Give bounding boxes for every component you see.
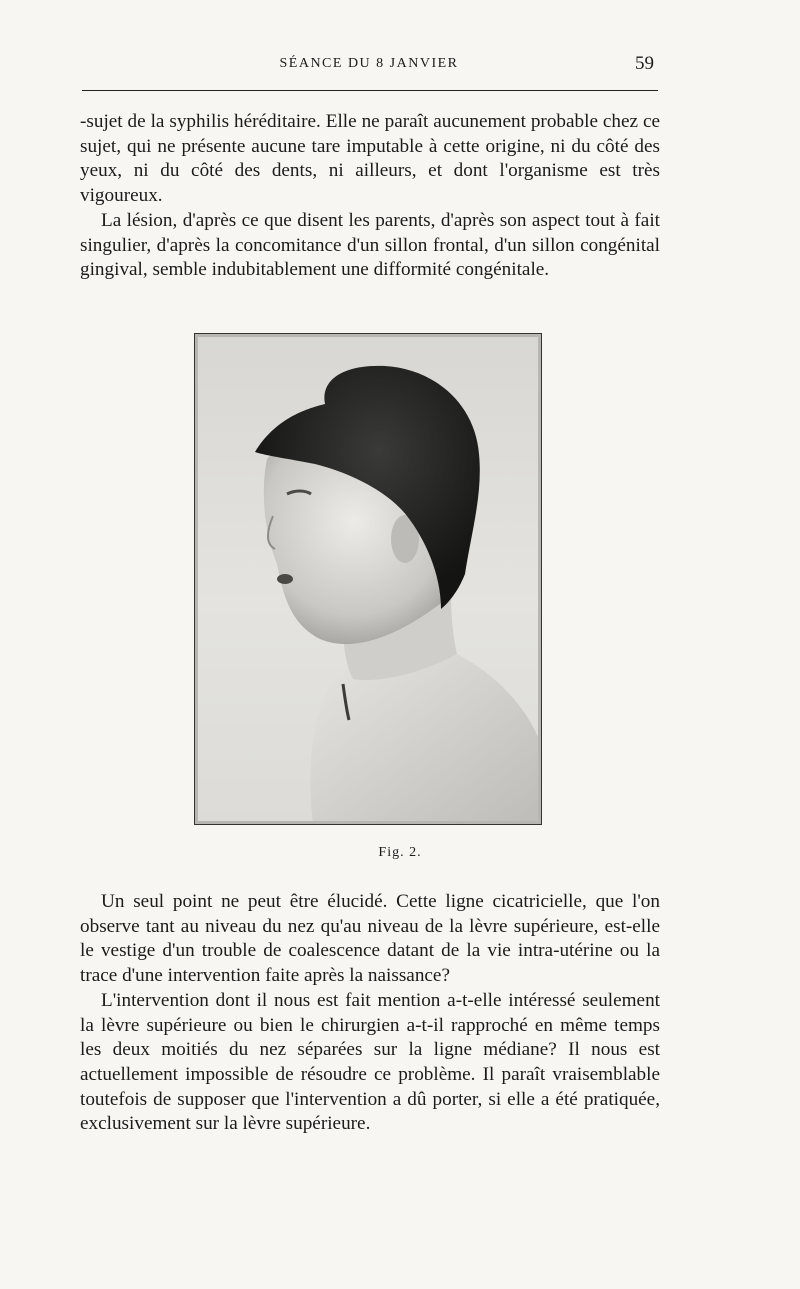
paragraph: Un seul point ne peut être élucidé. Cette ligne cicatricielle, que l'on observe tant au niveau du nez qu'au niveau de la lèvre supérieure, est-elle le vestige d'un trouble de coalescence datant de la vie intra-utérine ou la trace d'une intervention faite après la naissance?: [80, 891, 660, 987]
figure-photograph: [194, 333, 542, 825]
text-block-top: [80, 110, 660, 283]
page-header: [80, 52, 658, 82]
text-block-bottom: [80, 890, 660, 1137]
paragraph: La lésion, d'après ce que disent les parents, d'après son aspect tout à fait singulier, d'après la concomitance d'un sillon frontal, d'un sillon congénital gingival, semble indubitablement une difformité congénitale.: [80, 209, 660, 281]
running-title: SÉANCE DU 8 JANVIER: [279, 56, 459, 71]
paragraph: L'intervention dont il nous est fait mention a-t-elle intéressé seulement la lèvre supérieure ou bien le chirurgien a-t-il rapproché en même temps les deux moitiés du nez séparées sur la ligne médiane? Il nous est actuellement impossible de résoudre ce problème. Il paraît vraisemblable toutefois de supposer que l'intervention a dû porter, si elle a été pratiquée, exclusivement sur la lèvre supérieure.: [80, 989, 660, 1135]
page-number: 59: [635, 53, 654, 74]
figure-caption: Fig. 2.: [378, 845, 422, 860]
header-rule: [82, 90, 658, 91]
paragraph: -sujet de la syphilis héréditaire. Elle ne paraît aucunement probable chez ce sujet, qui ne présente aucune tare imputable à cette origine, ni du côté des yeux, ni du côté des dents, ni ailleurs, et dont l'organisme est très vigoureux.: [80, 111, 660, 207]
portrait-photo: [195, 334, 541, 824]
